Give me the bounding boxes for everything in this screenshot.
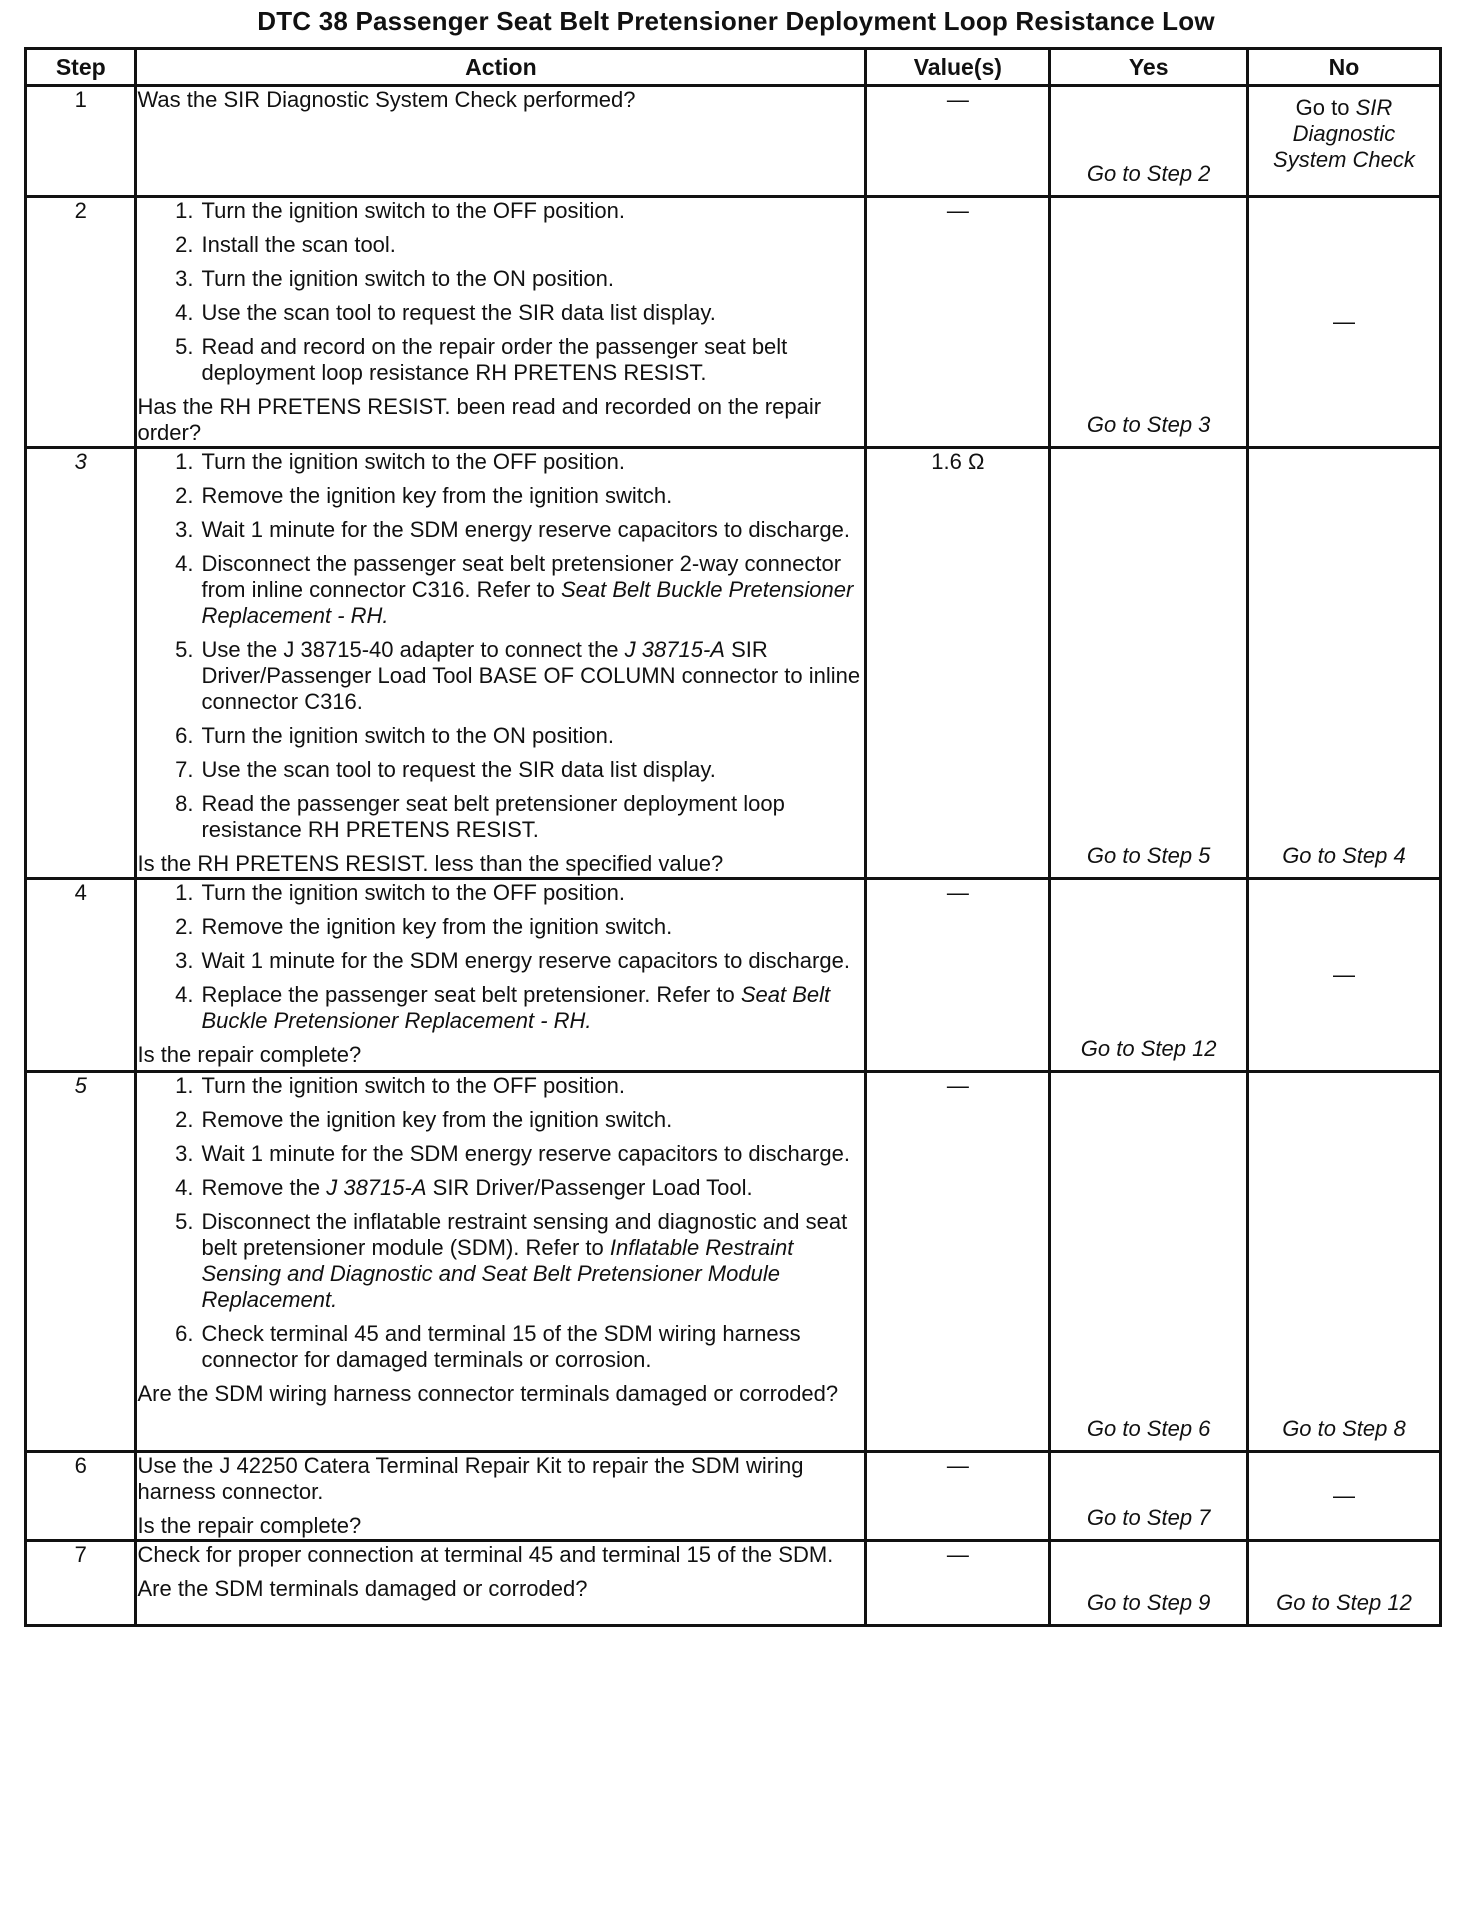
no-goto-line: Diagnostic [1292, 121, 1396, 146]
header-action: Action [136, 49, 866, 86]
table-row [26, 1541, 1441, 1626]
list-item: 1. Turn the ignition switch to the OFF position. [175, 1073, 625, 1098]
tool-reference: J 38715-A [326, 1175, 427, 1200]
no-cell [1247, 448, 1440, 879]
action-cell [136, 1452, 866, 1541]
list-item: 4. Remove the J 38715-A SIR Driver/Passenger Load Tool. [175, 1175, 753, 1200]
value-cell: — [866, 879, 1050, 1072]
no-dash: — [1332, 309, 1355, 334]
list-item: 2. Remove the ignition key from the ignition switch. [175, 914, 673, 939]
question-text: Has the RH PRETENS RESIST. been read and recorded on the repair order? [137, 394, 822, 445]
no-dash: — [1332, 1483, 1355, 1508]
header-row [26, 49, 1441, 86]
list-item: 6. Check terminal 45 and terminal 15 of the SDM wiring harness connector for damaged terminals or corrosion. [175, 1321, 801, 1372]
substep-list [137, 880, 864, 1034]
action-text: Check for proper connection at terminal 45 and terminal 15 of the SDM. [137, 1542, 834, 1567]
question-text: Are the SDM wiring harness connector terminals damaged or corroded? [137, 1381, 839, 1406]
no-goto-emphasis: SIR [1355, 95, 1393, 120]
table-row [26, 1072, 1441, 1452]
yes-goto-link[interactable]: Go to Step 6 [1086, 1416, 1211, 1441]
action-cell [136, 448, 866, 879]
list-item: 2. Remove the ignition key from the ignition switch. [175, 1107, 673, 1132]
no-cell [1247, 1541, 1440, 1626]
step-number: 4 [26, 879, 136, 1072]
yes-goto-link[interactable]: Go to Step 5 [1086, 843, 1211, 868]
value-cell: 1.6 Ω [866, 448, 1050, 879]
list-item: 4. Disconnect the passenger seat belt pretensioner 2-way connector from inline connector C316. Refer to Seat Belt Buckle Pretensioner Replacement - RH. [175, 551, 854, 628]
yes-goto-link[interactable]: Go to Step 2 [1086, 161, 1211, 186]
value-cell: — [866, 1541, 1050, 1626]
list-item: 5. Use the J 38715-40 adapter to connect the J 38715-A SIR Driver/Passenger Load Tool BASE OF COLUMN connector to inline connector C316. [175, 637, 861, 714]
list-item: 5. Disconnect the inflatable restraint sensing and diagnostic and seat belt pretensioner module (SDM). Refer to Inflatable Restraint Sensing and Diagnostic and Seat Belt Pretensioner Module Replacement. [175, 1209, 848, 1312]
step-number: 7 [26, 1541, 136, 1626]
yes-cell [1050, 1541, 1248, 1626]
step-number: 5 [26, 1072, 136, 1452]
list-item: 4. Use the scan tool to request the SIR data list display. [175, 300, 716, 325]
step-number: 6 [26, 1452, 136, 1541]
list-item: 8. Read the passenger seat belt pretensioner deployment loop resistance RH PRETENS RESIST. [175, 791, 785, 842]
action-cell [136, 197, 866, 448]
yes-cell [1050, 1452, 1248, 1541]
list-item: 2. Remove the ignition key from the ignition switch. [175, 483, 673, 508]
list-item: 2. Install the scan tool. [175, 232, 396, 257]
action-cell [136, 879, 866, 1072]
yes-cell [1050, 1072, 1248, 1452]
list-item: 5. Read and record on the repair order the passenger seat belt deployment loop resistance RH PRETENS RESIST. [175, 334, 788, 385]
yes-cell [1050, 86, 1248, 197]
value-cell: — [866, 197, 1050, 448]
table-row [26, 197, 1441, 448]
no-cell [1247, 879, 1440, 1072]
no-goto-line: Go to SIR [1295, 95, 1393, 120]
diagnostic-table [24, 47, 1442, 1627]
step-number: 1 [26, 86, 136, 197]
no-goto-line: System Check [1273, 147, 1415, 172]
list-item: 3. Wait 1 minute for the SDM energy reserve capacitors to discharge. [175, 1141, 850, 1166]
header-no: No [1247, 49, 1440, 86]
substep-list [137, 449, 864, 843]
list-item: 1. Turn the ignition switch to the OFF position. [175, 449, 625, 474]
list-item: 7. Use the scan tool to request the SIR data list display. [175, 757, 716, 782]
list-item: 4. Replace the passenger seat belt pretensioner. Refer to Seat Belt Buckle Pretensioner Replacement - RH. [175, 982, 831, 1033]
value-cell: — [866, 1072, 1050, 1452]
substep-list [137, 1073, 864, 1373]
list-item: 3. Wait 1 minute for the SDM energy reserve capacitors to discharge. [175, 948, 850, 973]
yes-cell [1050, 879, 1248, 1072]
yes-goto-link[interactable]: Go to Step 3 [1086, 412, 1211, 437]
table-row [26, 1452, 1441, 1541]
table-row [26, 86, 1441, 197]
yes-cell [1050, 197, 1248, 448]
no-dash: — [1332, 962, 1355, 987]
question-text: Is the RH PRETENS RESIST. less than the specified value? [137, 851, 724, 876]
reference-link[interactable]: Seat Belt Buckle Pretensioner Replacement - RH. [201, 982, 831, 1033]
question-text: Is the repair complete? [137, 1042, 362, 1067]
yes-goto-link[interactable]: Go to Step 7 [1086, 1505, 1211, 1530]
no-goto-link[interactable]: Go to Step 8 [1282, 1416, 1406, 1441]
table-row [26, 448, 1441, 879]
no-cell [1247, 86, 1440, 197]
list-item: 6. Turn the ignition switch to the ON position. [175, 723, 614, 748]
action-text: Use the J 42250 Catera Terminal Repair Kit to repair the SDM wiring harness connector. [137, 1453, 804, 1504]
value-cell: — [866, 1452, 1050, 1541]
question-text: Was the SIR Diagnostic System Check performed? [137, 87, 636, 112]
list-item: 3. Wait 1 minute for the SDM energy reserve capacitors to discharge. [175, 517, 850, 542]
action-cell [136, 86, 866, 197]
no-cell [1247, 1452, 1440, 1541]
tool-reference: J 38715-A [624, 637, 725, 662]
list-item: 1. Turn the ignition switch to the OFF position. [175, 198, 625, 223]
no-goto-link[interactable]: Go to Step 12 [1276, 1590, 1412, 1615]
substep-list [137, 198, 864, 386]
reference-link[interactable]: Inflatable Restraint Sensing and Diagnostic and Seat Belt Pretensioner Module Replacement. [201, 1235, 794, 1312]
action-cell [136, 1541, 866, 1626]
yes-goto-link[interactable]: Go to Step 9 [1086, 1590, 1211, 1615]
list-item: 1. Turn the ignition switch to the OFF position. [175, 880, 625, 905]
no-goto-link[interactable] [1249, 87, 1439, 173]
list-item: 3. Turn the ignition switch to the ON position. [175, 266, 614, 291]
step-number: 3 [26, 448, 136, 879]
page-title: DTC 38 Passenger Seat Belt Pretensioner Deployment Loop Resistance Low [257, 6, 1215, 36]
table-row [26, 879, 1441, 1072]
reference-link[interactable]: Seat Belt Buckle Pretensioner Replacement - RH. [201, 577, 854, 628]
step-number: 2 [26, 197, 136, 448]
header-step: Step [26, 49, 136, 86]
no-cell [1247, 1072, 1440, 1452]
value-cell: — [866, 86, 1050, 197]
yes-cell [1050, 448, 1248, 879]
yes-goto-link[interactable]: Go to Step 12 [1080, 1036, 1217, 1061]
action-cell [136, 1072, 866, 1452]
header-values: Value(s) [866, 49, 1050, 86]
header-yes: Yes [1050, 49, 1248, 86]
no-goto-link[interactable]: Go to Step 4 [1282, 843, 1406, 868]
no-cell [1247, 197, 1440, 448]
question-text: Is the repair complete? [137, 1513, 362, 1538]
question-text: Are the SDM terminals damaged or corroded? [137, 1576, 588, 1601]
